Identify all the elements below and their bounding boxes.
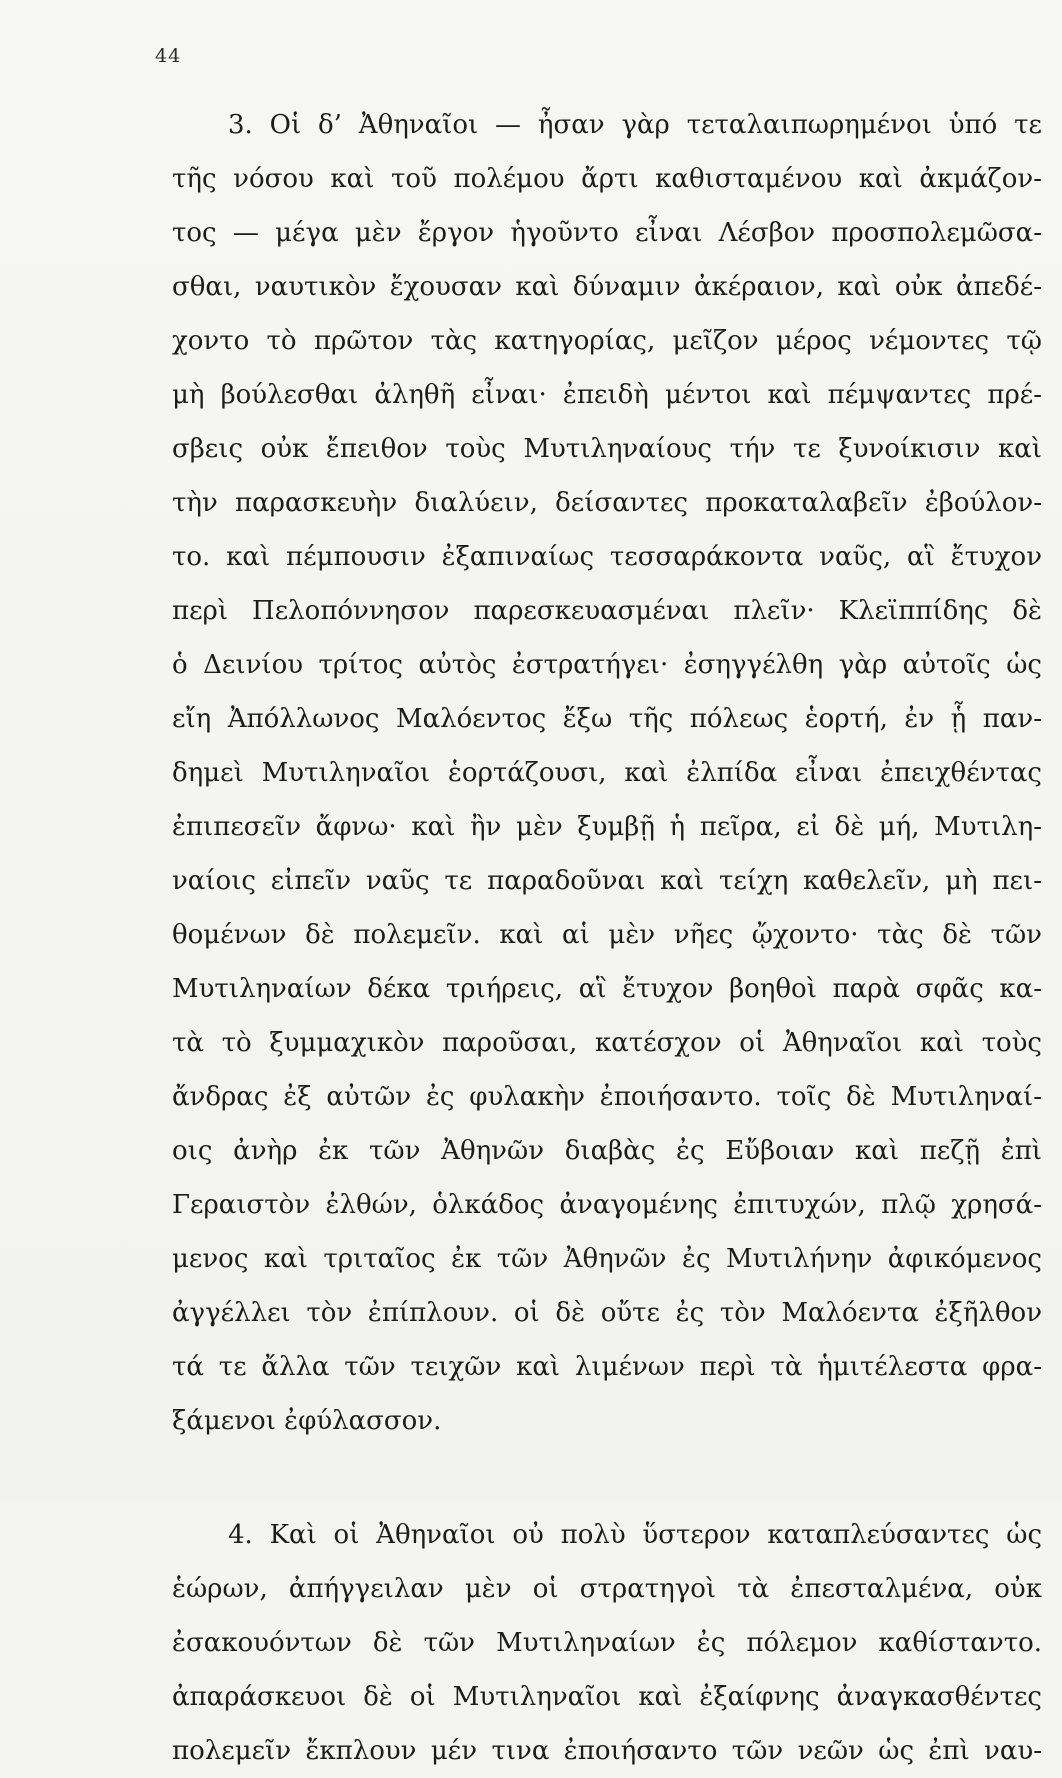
text-line: ἀπαράσκευοι δὲ οἱ Μυτιληναῖοι καὶ ἐξαίφνης ἀναγκασθέντες (172, 1682, 1042, 1712)
paragraph-gap (172, 1448, 1042, 1508)
text-line: Γεραιστὸν ἐλθών, ὁλκάδος ἀναγομένης ἐπιτυχών, πλῷ χρησά- (172, 1190, 1042, 1220)
text-line: χοντο τὸ πρῶτον τὰς κατηγορίας, μεῖζον μέρος νέμοντες τῷ (172, 326, 1042, 356)
text-line: περὶ Πελοπόννησον παρεσκευασμέναι πλεῖν· Κλεϊππίδης δὲ (172, 596, 1042, 626)
text-line: θομένων δὲ πολεμεῖν. καὶ αἱ μὲν νῆες ᾤχοντο· τὰς δὲ τῶν (172, 920, 1042, 950)
text-line: ἑώρων, ἀπήγγειλαν μὲν οἱ στρατηγοὶ τὰ ἐπεσταλμένα, οὐκ (172, 1574, 1042, 1604)
text-line: σβεις οὐκ ἔπειθον τοὺς Μυτιληναίους τήν τε ξυνοίκισιν καὶ (172, 434, 1042, 464)
text-line: δημεὶ Μυτιληναῖοι ἑορτάζουσι, καὶ ἐλπίδα εἶναι ἐπειχθέντας (172, 758, 1042, 788)
text-line: ὁ Δεινίου τρίτος αὐτὸς ἐστρατήγει· ἐσηγγέλθη γὰρ αὐτοῖς ὡς (172, 650, 1042, 680)
text-line: σθαι, ναυτικὸν ἔχουσαν καὶ δύναμιν ἀκέραιον, καὶ οὐκ ἀπεδέ- (172, 272, 1042, 302)
paragraph-3 (172, 98, 1042, 1448)
text-line: ἐπιπεσεῖν ἄφνω· καὶ ἢν μὲν ξυμβῇ ἡ πεῖρα, εἰ δὲ μή, Μυτιλη- (172, 812, 1042, 842)
text-line: ναίοις εἰπεῖν ναῦς τε παραδοῦναι καὶ τείχη καθελεῖν, μὴ πει- (172, 866, 1042, 896)
text-line: μενος καὶ τριταῖος ἐκ τῶν Ἀθηνῶν ἐς Μυτιλήνην ἀφικόμενος (172, 1244, 1042, 1274)
text-line: ἀγγέλλει τὸν ἐπίπλουν. οἱ δὲ οὔτε ἐς τὸν Μαλόεντα ἐξῆλθον (172, 1298, 1042, 1328)
text-line: οις ἀνὴρ ἐκ τῶν Ἀθηνῶν διαβὰς ἐς Εὔβοιαν καὶ πεζῇ ἐπὶ (172, 1136, 1042, 1166)
body-text (172, 98, 1042, 1778)
text-line: τῆς νόσου καὶ τοῦ πολέμου ἄρτι καθισταμένου καὶ ἀκμάζον- (172, 164, 1042, 194)
text-line: τος — μέγα μὲν ἔργον ἡγοῦντο εἶναι Λέσβον προσπολεμῶσα- (172, 218, 1042, 248)
text-line: τά τε ἄλλα τῶν τειχῶν καὶ λιμένων περὶ τὰ ἡμιτέλεστα φρα- (172, 1352, 1042, 1382)
text-line: τὰ τὸ ξυμμαχικὸν παροῦσαι, κατέσχον οἱ Ἀθηναῖοι καὶ τοὺς (172, 1028, 1042, 1058)
text-line: ἐσακουόντων δὲ τῶν Μυτιληναίων ἐς πόλεμον καθίσταντο. (172, 1628, 1042, 1658)
text-line: μὴ βούλεσθαι ἀληθῆ εἶναι· ἐπειδὴ μέντοι καὶ πέμψαντες πρέ- (172, 380, 1042, 410)
text-line: ἄνδρας ἐξ αὐτῶν ἐς φυλακὴν ἐποιήσαντο. τοῖς δὲ Μυτιληναί- (172, 1082, 1042, 1112)
text-line: πολεμεῖν ἔκπλουν μέν τινα ἐποιήσαντο τῶν νεῶν ὡς ἐπὶ ναυ- (172, 1736, 1042, 1766)
text-line: τὴν παρασκευὴν διαλύειν, δείσαντες προκαταλαβεῖν ἐβούλον- (172, 488, 1042, 518)
text-line: εἴη Ἀπόλλωνος Μαλόεντος ἔξω τῆς πόλεως ἑορτή, ἐν ᾗ παν- (172, 704, 1042, 734)
text-line: ξάμενοι ἐφύλασσον. (172, 1406, 442, 1436)
paragraph-4 (172, 1508, 1042, 1778)
text-line: το. καὶ πέμπουσιν ἐξαπιναίως τεσσαράκοντα ναῦς, αἳ ἔτυχον (172, 542, 1042, 572)
page-number: 44 (155, 45, 182, 67)
text-line: Μυτιληναίων δέκα τριήρεις, αἳ ἔτυχον βοηθοὶ παρὰ σφᾶς κα- (172, 974, 1042, 1004)
text-line: 3. Οἱ δ’ Ἀθηναῖοι — ἦσαν γὰρ τεταλαιπωρημένοι ὑπό τε (228, 110, 1042, 140)
text-line: 4. Καὶ οἱ Ἀθηναῖοι οὐ πολὺ ὕστερον καταπλεύσαντες ὡς (228, 1520, 1042, 1550)
